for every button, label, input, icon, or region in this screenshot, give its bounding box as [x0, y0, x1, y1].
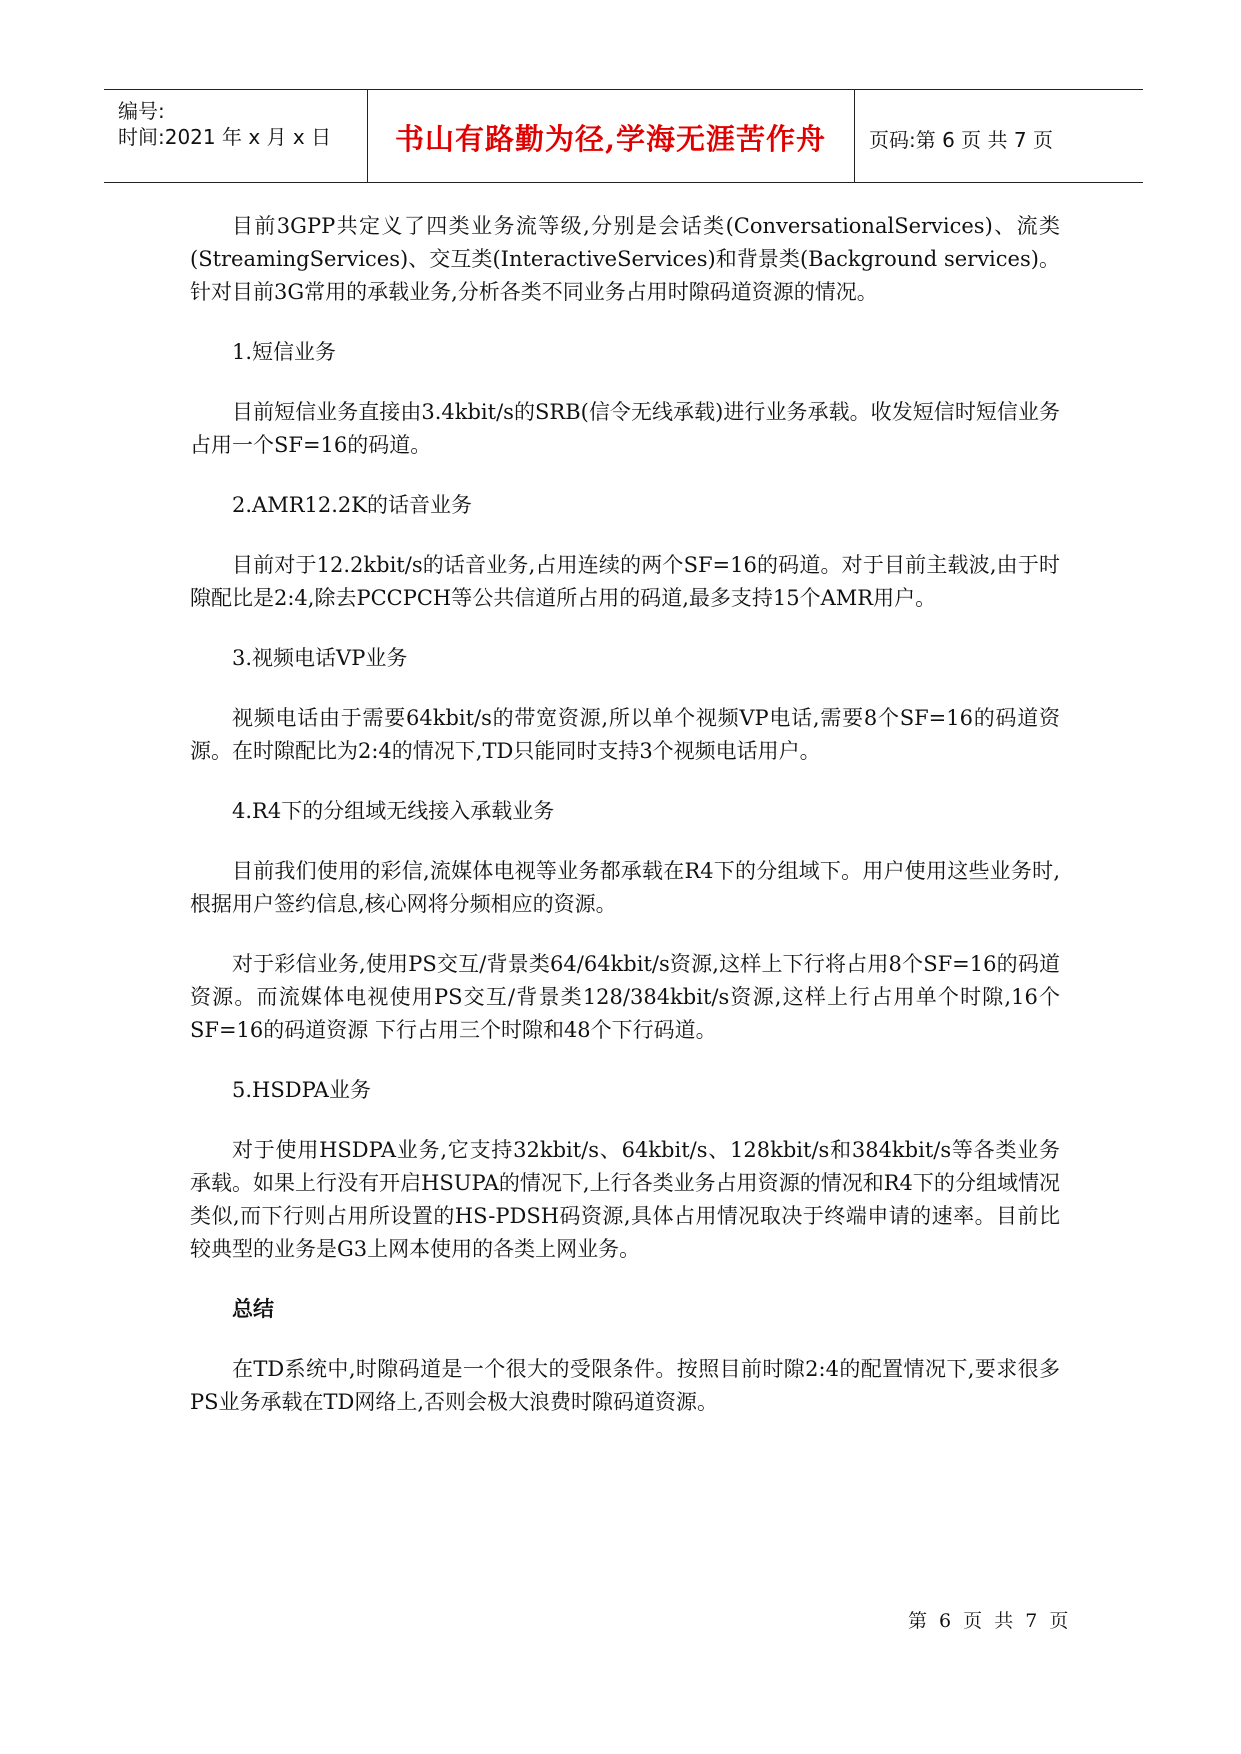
- document-time-label: 时间:2021 年 x 月 x 日: [118, 125, 332, 149]
- header-info-cell: [104, 90, 368, 182]
- video-call-paragraph: 视频电话由于需要64kbit/s的带宽资源,所以单个视频VP电话,需要8个SF=16的码道资源。在时隙配比为2:4的情况下,TD只能同时支持3个视频电话用户。: [190, 706, 1060, 763]
- hsdpa-paragraph: 对于使用HSDPA业务,它支持32kbit/s、64kbit/s、128kbit/s和384kbit/s等各类业务承载。如果上行没有开启HSUPA的情况下,上行各类业务占用资源的情况和R4下的分组域情况类似,而下行则占用所设置的HS-PDSH码资源,具体占用情况取决于终端申请的速率。目前比较典型的业务是G3上网本使用的各类上网业务。: [190, 1138, 1060, 1261]
- amr-paragraph: 目前对于12.2kbit/s的话音业务,占用连续的两个SF=16的码道。对于目前主载波,由于时隙配比是2:4,除去PCCPCH等公共信道所占用的码道,最多支持15个AMR用户。: [190, 553, 1060, 610]
- sms-paragraph: 目前短信业务直接由3.4kbit/s的SRB(信令无线承载)进行业务承载。收发短信时短信业务占用一个SF=16的码道。: [190, 400, 1060, 457]
- document-body: [190, 210, 1060, 1446]
- section-heading-amr: 2.AMR12.2K的话音业务: [232, 493, 472, 517]
- summary-heading: 总结: [232, 1297, 274, 1321]
- r4-packet-paragraph-1: 目前我们使用的彩信,流媒体电视等业务都承载在R4下的分组域下。用户使用这些业务时,根据用户签约信息,核心网将分频相应的资源。: [190, 859, 1060, 916]
- header-page-number: 页码:第 6 页 共 7 页: [869, 128, 1053, 152]
- section-heading-hsdpa: 5.HSDPA业务: [232, 1078, 371, 1102]
- r4-packet-paragraph-2: 对于彩信业务,使用PS交互/背景类64/64kbit/s资源,这样上下行将占用8个SF=16的码道资源。而流媒体电视使用PS交互/背景类128/384kbit/s资源,这样上行占用单个时隙,16个SF=16的码道资源 下行占用三个时隙和48个下行码道。: [190, 952, 1060, 1042]
- intro-paragraph: 目前3GPP共定义了四类业务流等级,分别是会话类(ConversationalServices)、流类(StreamingServices)、交互类(InteractiveServices)和背景类(Background services)。针对目前3G常用的承载业务,分析各类不同业务占用时隙码道资源的情况。: [190, 214, 1060, 304]
- section-heading-r4-packet: 4.R4下的分组域无线接入承载业务: [232, 799, 555, 823]
- header-page-cell: [855, 90, 1143, 182]
- document-number-label: 编号:: [118, 99, 165, 123]
- section-heading-video-call: 3.视频电话VP业务: [232, 646, 408, 670]
- section-heading-sms: 1.短信业务: [232, 340, 337, 364]
- page-header: [104, 89, 1143, 183]
- header-motto-cell: [367, 90, 855, 182]
- page-footer: 第 6 页 共 7 页: [908, 1610, 1072, 1632]
- summary-paragraph: 在TD系统中,时隙码道是一个很大的受限条件。按照目前时隙2:4的配置情况下,要求很多PS业务承载在TD网络上,否则会极大浪费时隙码道资源。: [190, 1357, 1060, 1414]
- header-motto: 书山有路勤为径,学海无涯苦作舟: [394, 122, 827, 156]
